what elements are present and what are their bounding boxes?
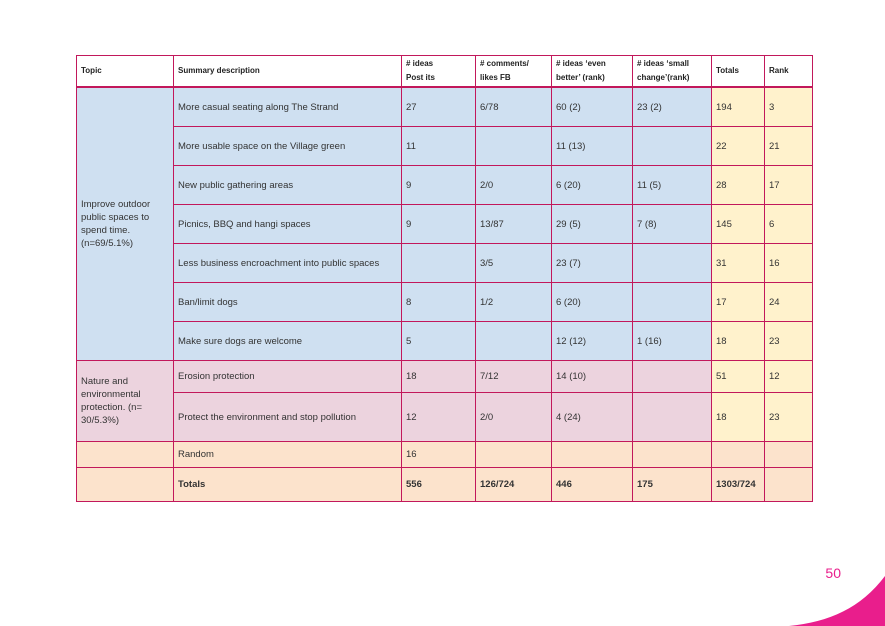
totals-cell: 51 bbox=[712, 361, 765, 393]
comments-total: 126/724 bbox=[476, 468, 552, 502]
rank-cell: 16 bbox=[765, 244, 813, 283]
small-change-cell bbox=[633, 393, 712, 442]
postits-cell: 16 bbox=[402, 442, 476, 468]
comments-cell: 2/0 bbox=[476, 166, 552, 205]
even-better-cell: 23 (7) bbox=[552, 244, 633, 283]
even-better-cell bbox=[552, 442, 633, 468]
totals-cell bbox=[712, 442, 765, 468]
small-change-cell: 7 (8) bbox=[633, 205, 712, 244]
even-better-cell: 11 (13) bbox=[552, 127, 633, 166]
topic-cell bbox=[77, 468, 174, 502]
page-number: 50 bbox=[825, 565, 841, 581]
even-better-cell: 14 (10) bbox=[552, 361, 633, 393]
table-row bbox=[77, 322, 813, 361]
header-rank: Rank bbox=[765, 56, 813, 88]
header-small-change: # ideas ‘small change’(rank) bbox=[633, 56, 712, 88]
postits-cell: 9 bbox=[402, 205, 476, 244]
rank-cell: 24 bbox=[765, 283, 813, 322]
header-even-better: # ideas ‘even better’ (rank) bbox=[552, 56, 633, 88]
even-better-cell: 60 (2) bbox=[552, 87, 633, 127]
table-row bbox=[77, 87, 813, 127]
header-row bbox=[77, 56, 813, 88]
small-change-total: 175 bbox=[633, 468, 712, 502]
summary-cell: New public gathering areas bbox=[174, 166, 402, 205]
header-comments: # comments/ likes FB bbox=[476, 56, 552, 88]
topic-cell bbox=[77, 442, 174, 468]
totals-cell: 22 bbox=[712, 127, 765, 166]
summary-cell: Less business encroachment into public spaces bbox=[174, 244, 402, 283]
table-row bbox=[77, 205, 813, 244]
table-row bbox=[77, 442, 813, 468]
comments-cell: 6/78 bbox=[476, 87, 552, 127]
postits-cell: 18 bbox=[402, 361, 476, 393]
rank-cell: 21 bbox=[765, 127, 813, 166]
small-change-cell: 1 (16) bbox=[633, 322, 712, 361]
table-row bbox=[77, 127, 813, 166]
small-change-cell bbox=[633, 244, 712, 283]
small-change-cell bbox=[633, 361, 712, 393]
even-better-cell: 29 (5) bbox=[552, 205, 633, 244]
ideas-summary-table bbox=[76, 55, 813, 502]
header-totals: Totals bbox=[712, 56, 765, 88]
rank-cell: 3 bbox=[765, 87, 813, 127]
summary-cell: Random bbox=[174, 442, 402, 468]
comments-cell bbox=[476, 322, 552, 361]
totals-row bbox=[77, 468, 813, 502]
rank-cell: 12 bbox=[765, 361, 813, 393]
summary-cell: Ban/limit dogs bbox=[174, 283, 402, 322]
totals-cell: 18 bbox=[712, 393, 765, 442]
comments-cell: 13/87 bbox=[476, 205, 552, 244]
corner-decoration bbox=[789, 576, 885, 626]
small-change-cell bbox=[633, 283, 712, 322]
even-better-cell: 6 (20) bbox=[552, 166, 633, 205]
table-row bbox=[77, 244, 813, 283]
comments-cell: 7/12 bbox=[476, 361, 552, 393]
topic-cell-public-spaces: Improve outdoor public spaces to spend time. (n=69/5.1%) bbox=[77, 87, 174, 361]
header-postits: # ideas Post its bbox=[402, 56, 476, 88]
summary-cell: Erosion protection bbox=[174, 361, 402, 393]
even-better-cell: 12 (12) bbox=[552, 322, 633, 361]
comments-cell: 1/2 bbox=[476, 283, 552, 322]
header-topic: Topic bbox=[77, 56, 174, 88]
summary-cell: Protect the environment and stop pollution bbox=[174, 393, 402, 442]
totals-cell: 194 bbox=[712, 87, 765, 127]
postits-cell: 8 bbox=[402, 283, 476, 322]
summary-cell: More casual seating along The Strand bbox=[174, 87, 402, 127]
table-row bbox=[77, 393, 813, 442]
table-row bbox=[77, 283, 813, 322]
header-summary: Summary description bbox=[174, 56, 402, 88]
totals-cell: 145 bbox=[712, 205, 765, 244]
grand-total: 1303/724 bbox=[712, 468, 765, 502]
postits-cell bbox=[402, 244, 476, 283]
comments-cell: 2/0 bbox=[476, 393, 552, 442]
small-change-cell bbox=[633, 442, 712, 468]
summary-cell: Make sure dogs are welcome bbox=[174, 322, 402, 361]
small-change-cell: 11 (5) bbox=[633, 166, 712, 205]
postits-cell: 9 bbox=[402, 166, 476, 205]
summary-cell: More usable space on the Village green bbox=[174, 127, 402, 166]
postits-cell: 5 bbox=[402, 322, 476, 361]
rank-total bbox=[765, 468, 813, 502]
table-row bbox=[77, 166, 813, 205]
topic-cell-nature: Nature and environmental protection. (n= 30/5.3%) bbox=[77, 361, 174, 442]
even-better-total: 446 bbox=[552, 468, 633, 502]
totals-cell: 28 bbox=[712, 166, 765, 205]
postits-cell: 27 bbox=[402, 87, 476, 127]
even-better-cell: 4 (24) bbox=[552, 393, 633, 442]
postits-cell: 12 bbox=[402, 393, 476, 442]
rank-cell bbox=[765, 442, 813, 468]
postits-total: 556 bbox=[402, 468, 476, 502]
totals-cell: 18 bbox=[712, 322, 765, 361]
even-better-cell: 6 (20) bbox=[552, 283, 633, 322]
totals-label: Totals bbox=[174, 468, 402, 502]
summary-cell: Picnics, BBQ and hangi spaces bbox=[174, 205, 402, 244]
comments-cell bbox=[476, 127, 552, 166]
table-row bbox=[77, 361, 813, 393]
comments-cell: 3/5 bbox=[476, 244, 552, 283]
totals-cell: 17 bbox=[712, 283, 765, 322]
rank-cell: 6 bbox=[765, 205, 813, 244]
small-change-cell bbox=[633, 127, 712, 166]
rank-cell: 23 bbox=[765, 322, 813, 361]
rank-cell: 17 bbox=[765, 166, 813, 205]
postits-cell: 11 bbox=[402, 127, 476, 166]
small-change-cell: 23 (2) bbox=[633, 87, 712, 127]
rank-cell: 23 bbox=[765, 393, 813, 442]
comments-cell bbox=[476, 442, 552, 468]
totals-cell: 31 bbox=[712, 244, 765, 283]
